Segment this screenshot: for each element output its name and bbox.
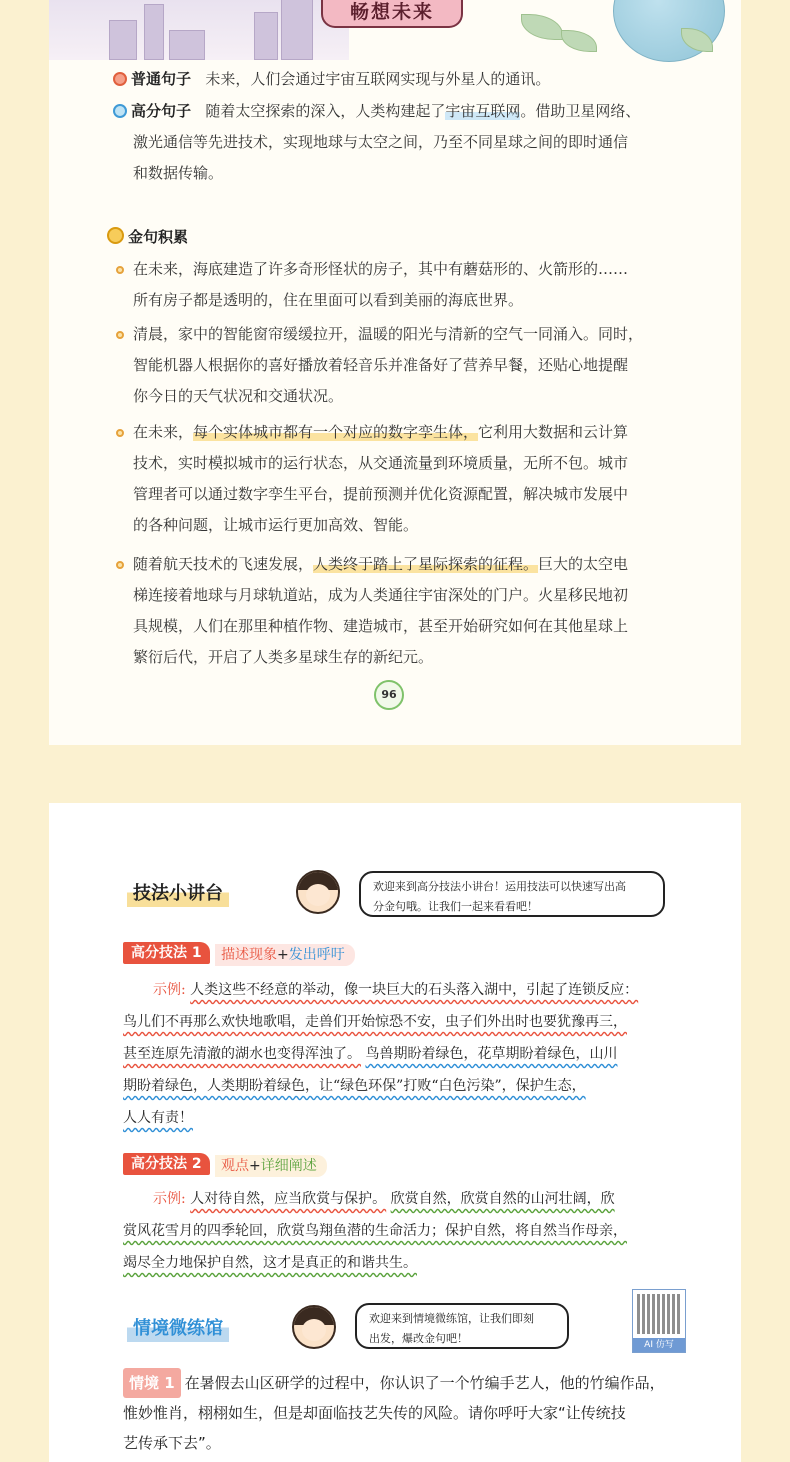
high-sentence-line: 和数据传输。 <box>133 164 224 182</box>
qr-code[interactable] <box>632 1289 686 1353</box>
example-text: 鸟兽期盼着绿色，花草期盼着绿色，山川 <box>365 1046 618 1062</box>
bubble-line: 出发，爆改金句吧！ <box>369 1332 468 1345</box>
technique-tag-2: 高分技法 2 <box>123 1153 210 1175</box>
bullet-dot-icon <box>116 331 124 339</box>
crown-medal-icon <box>107 227 124 244</box>
qr-label: AI 仿写 <box>633 1338 685 1352</box>
city-illustration <box>49 0 349 60</box>
high-sentence-label: 高分句子 <box>131 102 192 120</box>
bullet-dot-icon <box>116 429 124 437</box>
highlight-text: 每个实体城市都有一个对应的数字孪生体， <box>193 423 479 441</box>
plus-badge-icon <box>113 72 127 86</box>
example-text: 人类这些不经意的举动，像一块巨大的石头落入湖中，引起了连锁反应： <box>190 982 639 998</box>
leaf-icon <box>521 14 563 40</box>
normal-sentence <box>113 64 733 95</box>
example-1 <box>123 974 689 1134</box>
golden-label: 金句积累 <box>128 228 189 246</box>
technique-tag-1: 高分技法 1 <box>123 942 210 964</box>
building-shape <box>144 4 164 60</box>
formula-plus: + <box>277 947 289 963</box>
face-shape <box>306 884 330 906</box>
page-bottom <box>49 803 741 1462</box>
normal-sentence-label: 普通句子 <box>131 70 192 88</box>
high-sentence-text: 随着太空探索的深入，人类构建起了 <box>205 102 446 120</box>
example-text: 鸟儿们不再那么欢快地歌唱，走兽们开始惊恐不安，虫子们外出时也要犹豫再三， <box>123 1014 627 1030</box>
formula-part: 描述现象 <box>221 947 277 963</box>
planet-illustration <box>481 0 741 62</box>
page-top <box>49 0 741 745</box>
example-label: 示例: <box>153 1191 186 1207</box>
normal-sentence-text: 未来，人们会通过宇宙互联网实现与外星人的通讯。 <box>205 70 551 88</box>
bubble-line: 欢迎来到情境微练馆，让我们即刻 <box>369 1312 534 1325</box>
golden-line: 智能机器人根据你的喜好播放着轻音乐并准备好了营养早餐，还贴心地提醒 <box>133 356 629 374</box>
bubble-line: 欢迎来到高分技法小讲台！运用技法可以快速写出高 <box>373 880 626 893</box>
formula-part: 发出呼吁 <box>288 947 345 963</box>
section-title-scenario: 情境微练馆 <box>127 1316 229 1342</box>
qr-pattern <box>637 1294 681 1334</box>
speech-bubble <box>355 1303 569 1349</box>
example-text: 欣赏自然，欣赏自然的山河壮阔，欣 <box>390 1191 615 1207</box>
scene-text: 在暑假去山区研学的过程中，你认识了一个竹编手艺人，他的竹编作品， <box>184 1374 665 1392</box>
technique-formula-2 <box>215 1155 327 1177</box>
golden-item <box>133 549 733 673</box>
bullet-dot-icon <box>116 561 124 569</box>
boy-avatar <box>292 1305 336 1349</box>
speech-bubble <box>359 871 665 917</box>
golden-line: 你今日的天气状况和交通状况。 <box>133 387 344 405</box>
page-number: 96 <box>374 680 404 710</box>
girl-avatar <box>296 870 340 914</box>
golden-text: 巨大的太空电 <box>538 555 629 573</box>
building-shape <box>281 0 313 60</box>
example-text: 人对待自然，应当欣赏与保护。 <box>190 1191 387 1207</box>
building-shape <box>254 12 278 60</box>
example-text: 人人有责！ <box>123 1110 193 1126</box>
golden-line: 技术，实时模拟城市的运行状态，从交通流量到环境质量，无所不包。城市 <box>133 454 629 472</box>
golden-line: 所有房子都是透明的，住在里面可以看到美丽的海底世界。 <box>133 291 524 309</box>
example-text: 期盼着绿色，人类期盼着绿色，让“绿色环保”打败“白色污染”，保护生态， <box>123 1078 586 1094</box>
example-2 <box>123 1183 689 1279</box>
bubble-line: 分金句哦。让我们一起来看看吧！ <box>373 900 538 913</box>
golden-text: 在未来， <box>133 423 194 441</box>
golden-line: 在未来，海底建造了许多奇形怪状的房子，其中有蘑菇形的、火箭形的…… <box>133 260 629 278</box>
example-text: 赏风花雪月的四季轮回，欣赏鸟翔鱼潜的生命活力；保护自然，将自然当作母亲， <box>123 1223 627 1239</box>
example-text: 竭尽全力地保护自然，这才是真正的和谐共生。 <box>123 1255 417 1271</box>
example-text: 甚至连原先清澈的湖水也变得浑浊了。 <box>123 1046 361 1062</box>
golden-line: 梯连接着地球与月球轨道站，成为人类通往宇宙深处的门户。火星移民地初 <box>133 586 629 604</box>
scene-1 <box>123 1368 693 1458</box>
formula-part: 详细阐述 <box>260 1158 317 1174</box>
scene-text: 艺传承下去”。 <box>123 1434 221 1452</box>
leaf-icon <box>561 30 597 52</box>
golden-text: 随着航天技术的飞速发展， <box>133 555 314 573</box>
scene-text: 惟妙惟肖，栩栩如生，但是却面临技艺失传的风险。请你呼吁大家“让传统技 <box>123 1404 626 1422</box>
highlight-text: 宇宙互联网 <box>445 102 521 120</box>
face-shape <box>302 1319 326 1341</box>
golden-line: 清晨，家中的智能窗帘缓缓拉开，温暖的阳光与清新的空气一同涌入。同时， <box>133 325 644 343</box>
high-sentence <box>113 96 733 189</box>
golden-line: 繁衍后代，开启了人类多星球生存的新纪元。 <box>133 648 434 666</box>
golden-line: 具规模，人们在那里种植作物、建造城市，甚至开始研究如何在其他星球上 <box>133 617 629 635</box>
golden-header <box>107 222 188 253</box>
planet-icon <box>613 0 725 62</box>
scene-tag: 情境 1 <box>123 1368 181 1398</box>
golden-text: 它利用大数据和云计算 <box>478 423 629 441</box>
building-shape <box>169 30 205 60</box>
formula-part: 观点 <box>221 1158 249 1174</box>
golden-item <box>133 319 733 412</box>
section-title-technique: 技法小讲台 <box>127 881 229 907</box>
golden-item <box>133 417 733 541</box>
golden-item <box>133 254 733 316</box>
high-sentence-text: 。借助卫星网络、 <box>520 102 641 120</box>
highlight-text: 人类终于踏上了星际探索的征程。 <box>313 555 539 573</box>
building-shape <box>109 20 137 60</box>
section-banner-title: 畅想未来 <box>321 0 463 28</box>
technique-formula-1 <box>215 944 355 966</box>
example-label: 示例: <box>153 982 186 998</box>
bullet-dot-icon <box>116 266 124 274</box>
high-sentence-line: 激光通信等先进技术，实现地球与太空之间，乃至不同星球之间的即时通信 <box>133 133 629 151</box>
golden-line: 管理者可以通过数字孪生平台，提前预测并优化资源配置，解决城市发展中 <box>133 485 629 503</box>
formula-plus: + <box>249 1158 261 1174</box>
star-badge-icon <box>113 104 127 118</box>
golden-line: 的各种问题，让城市运行更加高效、智能。 <box>133 516 419 534</box>
